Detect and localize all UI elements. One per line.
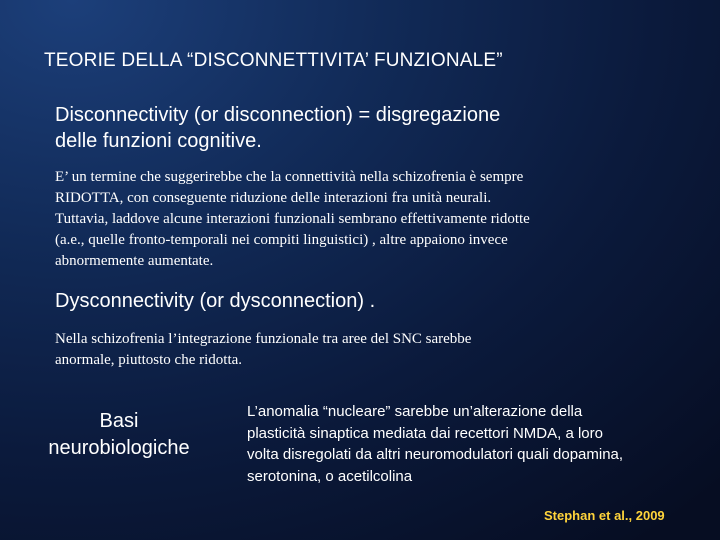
paragraph-line: (a.e., quelle fronto-temporali nei compiti linguistici) , altre appaiono invece — [55, 232, 508, 248]
note-line: volta disregolati da altri neuromodulatori quali dopamina, — [247, 446, 624, 463]
paragraph-line: anormale, piuttosto che ridotta. — [55, 352, 243, 368]
paragraph-line: Tuttavia, laddove alcune interazioni funzionali sembrano effettivamente ridotte — [55, 211, 530, 227]
basi-neurobiologiche-label — [24, 408, 214, 462]
note-line: L’anomalia “nucleare” sarebbe un’alterazione della — [247, 403, 583, 420]
basi-label-line: Basi — [99, 410, 139, 432]
paragraph-line: RIDOTTA, con conseguente riduzione delle interazioni fra unità neurali. — [55, 190, 492, 206]
disconnectivity-paragraph — [55, 167, 645, 272]
disconnectivity-heading-line: delle funzioni cognitive. — [55, 130, 262, 152]
note-line: serotonina, o acetilcolina — [247, 467, 413, 485]
basi-label-line: neurobiologiche — [48, 437, 190, 459]
note-line: plasticità sinaptica mediata dai recettori NMDA, a loro — [247, 424, 603, 442]
dysconnectivity-paragraph — [55, 329, 615, 371]
nmda-note — [247, 401, 707, 487]
paragraph-line: abnormemente aumentate. — [55, 253, 214, 269]
slide-title: TEORIE DELLA “DISCONNETTIVITA’ FUNZIONALE” — [44, 50, 503, 71]
dysconnectivity-heading: Dysconnectivity (or dysconnection) . — [55, 290, 376, 312]
paragraph-line: E’ un termine che suggerirebbe che la connettività nella schizofrenia è sempre — [55, 169, 524, 185]
paragraph-line: Nella schizofrenia l’integrazione funzionale tra aree del SNC sarebbe — [55, 331, 472, 347]
disconnectivity-heading — [55, 102, 655, 154]
citation: Stephan et al., 2009 — [544, 508, 665, 523]
disconnectivity-heading-line: Disconnectivity (or disconnection) = disgregazione — [55, 104, 501, 126]
